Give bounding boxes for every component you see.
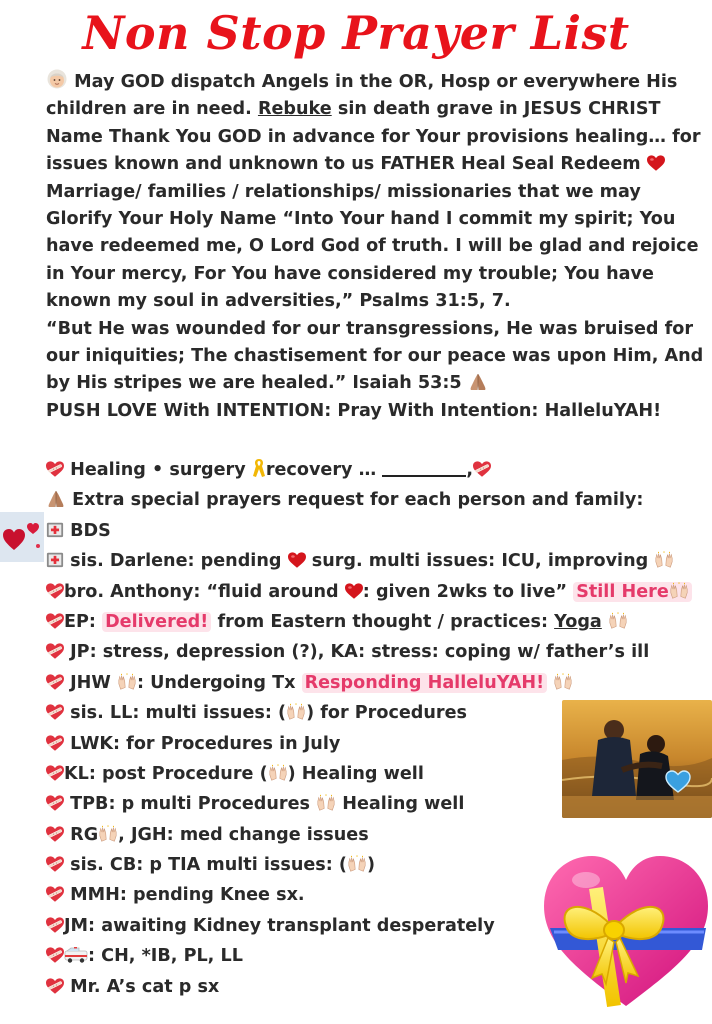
raising-hands-emoji-icon: [654, 550, 674, 570]
list-item-text: Healing well: [336, 794, 465, 815]
raising-hands-emoji-icon: [98, 824, 118, 844]
mending-heart-emoji-icon: [46, 735, 64, 752]
hearts-sticker-image: [0, 512, 44, 562]
status-highlight: Delivered!: [102, 612, 211, 632]
mending-heart-emoji-icon: [46, 917, 64, 934]
list-item-text: ) for Procedures: [306, 703, 468, 724]
list-item-text: Healing • surgery: [70, 460, 252, 480]
list-item-text: BDS: [70, 520, 111, 541]
list-item-text: MMH: pending Knee sx.: [70, 885, 305, 906]
list-item-text: surg. multi issues: ICU, improving: [305, 551, 655, 572]
list-item-text: ) Healing well: [287, 763, 424, 784]
mending-heart-emoji-icon: [46, 674, 64, 691]
list-item-text: sis. CB: p TIA multi issues: (: [70, 855, 347, 876]
raising-hands-emoji-icon: [553, 672, 573, 692]
list-item-text: TPB: p multi Procedures: [70, 794, 317, 815]
status-highlight: Responding HalleluYAH!: [302, 673, 548, 693]
intro-text-c: Marriage/ families / relationships/ missionaries that we may Glorify Your Holy Name “Into Your hand I commit my spirit; You have redeemed me, O Lord God of truth. I will be glad and rejoice in Your mercy, For You have considered my trouble; You have known my soul in adversities,” Psalms 31:5, 7.: [46, 181, 699, 312]
mending-heart-emoji-icon: [46, 583, 64, 600]
praying-hands-emoji-icon: [468, 372, 488, 392]
rebuke-word: Rebuke: [257, 99, 332, 120]
mending-heart-emoji-icon: [46, 704, 64, 721]
list-item: [46, 485, 686, 515]
status-text: Still Here: [576, 581, 669, 602]
hospital-emoji-icon: [46, 550, 64, 568]
raising-hands-emoji-icon: [347, 854, 367, 874]
heart-with-ribbon-icon: [540, 850, 712, 1010]
intro-paragraph-3: PUSH LOVE With INTENTION: Pray With Intention: HalleluYAH!: [46, 400, 662, 421]
red-heart-emoji-icon: [345, 583, 363, 600]
list-item-text: : given 2wks to live”: [362, 581, 574, 602]
mending-heart-emoji-icon: [473, 461, 491, 478]
mending-heart-emoji-icon: [46, 978, 64, 995]
red-heart-emoji-icon: [288, 552, 306, 569]
old-woman-emoji-icon: [46, 69, 68, 91]
raising-hands-emoji-icon: [286, 702, 306, 722]
list-item-text: : CH, *IB, PL, LL: [88, 946, 243, 967]
intro-text-b: sin death grave in JESUS CHRIST Name Thank You GOD in advance for Your provisions healing… for issues known and unknown to us FATHER Heal Seal Redeem: [46, 99, 701, 175]
list-item-text: Extra special prayers request for each person and family:: [72, 490, 644, 511]
list-item-text: , JGH: med change issues: [118, 824, 369, 845]
ambulance-emoji-icon: [64, 947, 88, 963]
list-item-text: EP:: [64, 611, 103, 632]
raising-hands-emoji-icon: [117, 672, 137, 692]
list-item-text: sis. Darlene: pending: [70, 551, 288, 572]
hospital-emoji-icon: [46, 520, 64, 538]
list-item-text: JP: stress, depression (?), KA: stress: coping w/ father’s ill: [70, 642, 650, 663]
list-item-text: KL: post Procedure (: [64, 763, 268, 784]
list-item-text: Mr. A’s cat p sx: [70, 976, 220, 997]
ribbon-emoji-icon: [252, 458, 266, 478]
yoga-word: Yoga: [554, 611, 602, 632]
red-heart-emoji-icon: [647, 155, 665, 172]
list-item: [46, 668, 686, 698]
list-item-text: : Undergoing Tx: [136, 672, 302, 693]
blank-line: [382, 459, 466, 477]
mending-heart-emoji-icon: [46, 947, 64, 964]
page-title: Non Stop Prayer List: [82, 6, 630, 60]
list-item: [46, 607, 686, 637]
baptism-photo: [562, 700, 712, 818]
raising-hands-emoji-icon: [268, 763, 288, 783]
praying-hands-emoji-icon: [46, 489, 66, 509]
list-item: [46, 577, 686, 607]
list-item: [46, 546, 686, 576]
status-highlight: [573, 582, 692, 602]
list-item-text: bro. Anthony: “fluid around: [64, 581, 345, 602]
list-item: [46, 820, 686, 850]
raising-hands-emoji-icon: [316, 793, 336, 813]
list-item-text: ): [366, 855, 376, 876]
list-item-text: JHW: [70, 672, 117, 693]
mending-heart-emoji-icon: [46, 613, 64, 630]
list-item: [46, 637, 686, 667]
mending-heart-emoji-icon: [46, 461, 64, 478]
raising-hands-emoji-icon: [669, 581, 689, 601]
intro-paragraph-2: [46, 316, 706, 398]
list-item-text: from Eastern thought / practices:: [211, 611, 555, 632]
list-item-text: RG: [70, 824, 99, 845]
list-item-text: JM: awaiting Kidney transplant desperately: [64, 915, 495, 936]
mending-heart-emoji-icon: [46, 643, 64, 660]
list-item-text: ,: [466, 460, 474, 480]
list-item: [46, 516, 686, 546]
mending-heart-emoji-icon: [46, 765, 64, 782]
list-item-text: LWK: for Procedures in July: [70, 733, 341, 754]
list-item-text: recovery …: [265, 460, 383, 480]
mending-heart-emoji-icon: [46, 886, 64, 903]
intro-paragraph-1: [46, 69, 706, 316]
mending-heart-emoji-icon: [46, 856, 64, 873]
list-item-text: sis. LL: multi issues: (: [70, 703, 287, 724]
mending-heart-emoji-icon: [46, 795, 64, 812]
raising-hands-emoji-icon: [608, 611, 628, 631]
list-item: [46, 455, 686, 485]
mending-heart-emoji-icon: [46, 826, 64, 843]
intro-text: [46, 69, 706, 425]
intro-text-a: May GOD dispatch Angels in the OR, Hosp or everywhere His children are in need.: [46, 72, 678, 120]
isaiah-quote: “But He was wounded for our transgressions, He was bruised for our iniquities; The chastisement for our peace was upon Him, And by His stripes we are healed.” Isaiah 53:5: [46, 318, 704, 394]
